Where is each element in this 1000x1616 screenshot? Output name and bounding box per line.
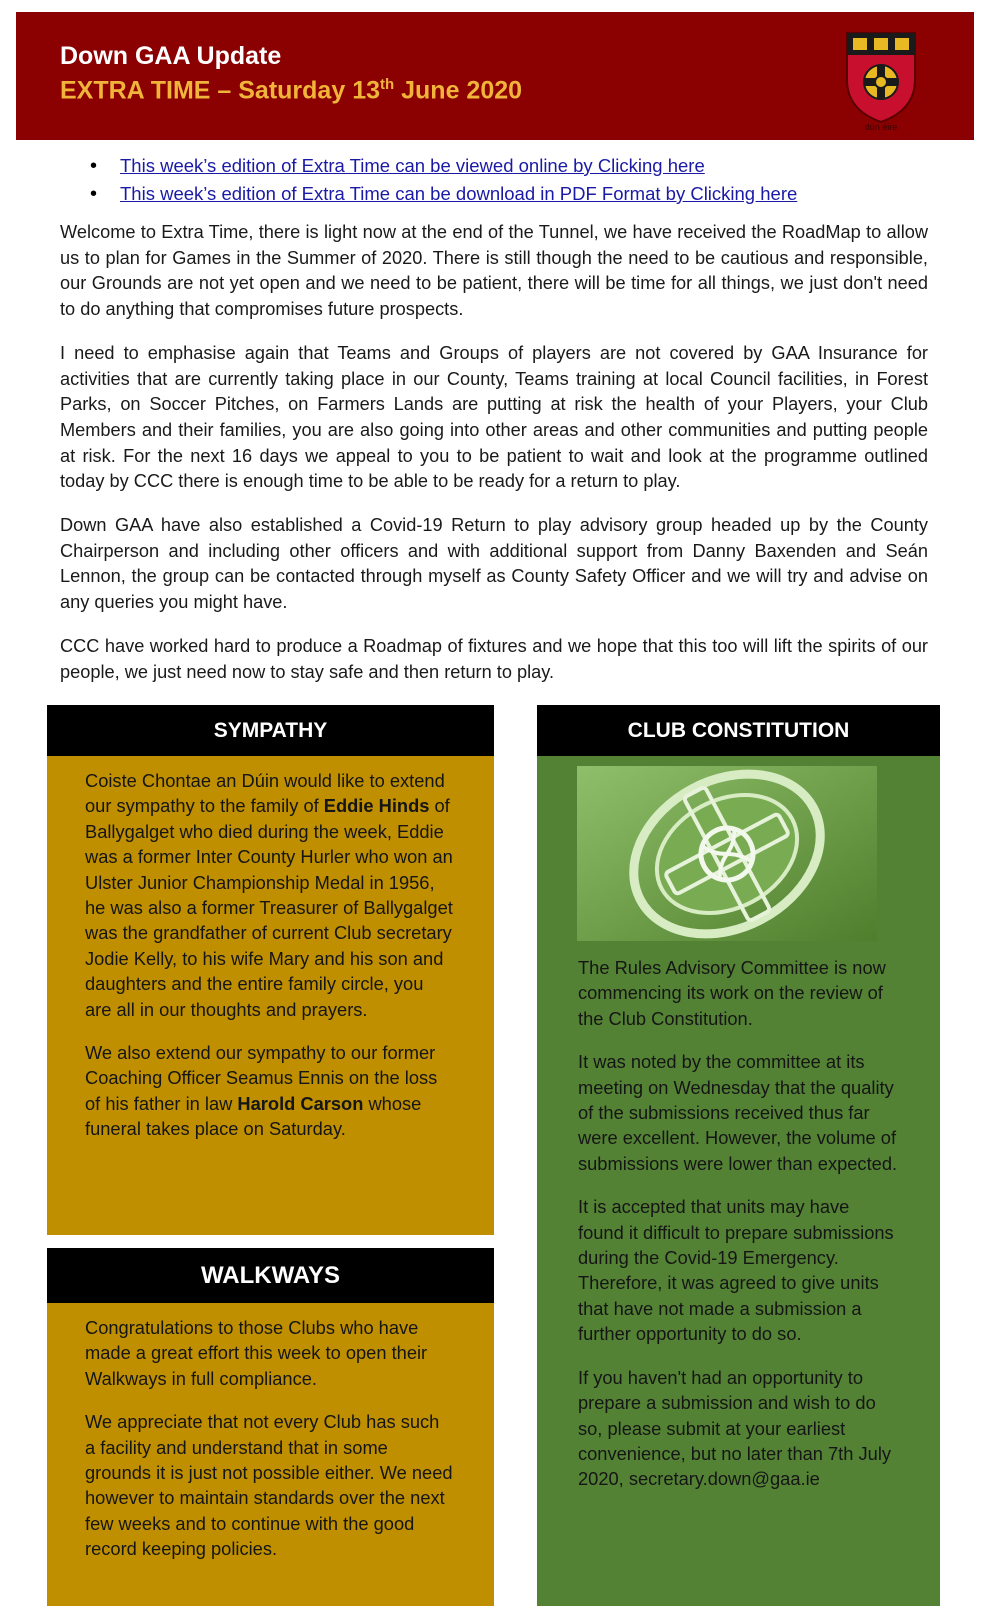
- intro-paragraph: I need to emphasise again that Teams and Groups of players are not covered by GAA Insurance for activities that are currently taking place in our County, Teams training at local Council facilities, in Forest Parks, on Soccer Pitches, on Farmers Lands are putting at risk the health of your Players, your Club Members and their families, you are also going into other areas and other communities and putting people at risk. For the next 16 days we appeal to you to be patient to wait and look at the programme outlined today by CCC there is enough time to be able to be ready for a return to play.: [60, 342, 928, 492]
- crest-caption: dún éire: [864, 122, 898, 132]
- walkways-paragraph: We appreciate that not every Club has such a facility and understand that in some grounds it is just not possible either. We need however to maintain standards over the next few weeks and to continue with the good record keeping policies.: [85, 1411, 453, 1560]
- walkways-paragraph: Congratulations to those Clubs who have made a great effort this week to open their Walkways in full compliance.: [85, 1317, 428, 1389]
- sympathy-heading: SYMPATHY: [47, 705, 494, 756]
- sympathy-paragraph: We also extend our sympathy to our former Coaching Officer Seamus Ennis on the loss of his father in law Harold Carson whose funeral takes place on Saturday.: [85, 1042, 438, 1140]
- view-online-link[interactable]: This week’s edition of Extra Time can be viewed online by Clicking here: [120, 155, 705, 176]
- walkways-box: [47, 1248, 494, 1606]
- club-constitution-paragraph: The Rules Advisory Committee is now commencing its work on the review of the Club Constitution.: [578, 957, 886, 1029]
- club-constitution-box: [537, 705, 940, 1606]
- sympathy-box: [47, 705, 494, 1235]
- intro-paragraph: Welcome to Extra Time, there is light now at the end of the Tunnel, we have received the RoadMap to allow us to plan for Games in the Summer of 2020. There is still though the need to be cautious and responsible, our Grounds are not yet open and we need to be patient, there will be time for all things, we just don't need to do anything that compromises future prospects.: [60, 222, 928, 320]
- gaa-emblem-icon: [577, 766, 877, 941]
- intro-section: [60, 220, 928, 703]
- edition-subtitle: EXTRA TIME – Saturday 13th June 2020: [60, 76, 523, 105]
- download-pdf-link[interactable]: This week’s edition of Extra Time can be download in PDF Format by Clicking here: [120, 183, 798, 204]
- list-item: [90, 152, 797, 180]
- club-constitution-heading: CLUB CONSTITUTION: [537, 705, 940, 756]
- club-constitution-paragraph: If you haven't had an opportunity to prepare a submission and wish to do so, please submit at your earliest convenience, but no later than 7th July 2020, secretary.down@gaa.ie: [578, 1366, 892, 1490]
- club-constitution-paragraph: It was noted by the committee at its meeting on Wednesday that the quality of the submissions received thus far were excellent. However, the volume of submissions were lower than expected.: [578, 1051, 898, 1174]
- sympathy-paragraph: Coiste Chontae an Dúin would like to extend our sympathy to the family of Eddie Hinds of Ballygalget who died during the week, Eddie was a former Inter County Hurler who won an Ulster Junior Championship Medal in 1956, he was also a former Treasurer of Ballygalget was the grandfather of current Club secretary Jodie Kelly, to his wife Mary and his son and daughters and the entire family circle, you are all in our thoughts and prayers.: [85, 770, 453, 1020]
- intro-paragraph: Down GAA have also established a Covid-19 Return to play advisory group headed up by the County Chairperson and including other officers and with additional support from Danny Baxenden and Seán Lennon, the group can be contacted through myself as County Safety Officer and we will try and advise on any queries you might have.: [60, 515, 928, 613]
- header-banner: [16, 12, 974, 140]
- list-item: [90, 180, 797, 208]
- edition-links: [90, 152, 797, 208]
- club-constitution-paragraph: It is accepted that units may have found it difficult to prepare submissions during the Covid-19 Emergency. Therefore, it was agreed to give units that have not made a submission a further opportunity to do so.: [578, 1196, 894, 1345]
- newsletter-title: Down GAA Update: [60, 42, 282, 70]
- walkways-heading: WALKWAYS: [47, 1248, 494, 1303]
- down-gaa-crest-icon: [844, 30, 918, 124]
- intro-paragraph: CCC have worked hard to produce a Roadmap of fixtures and we hope that this too will lift the spirits of our people, we just need now to stay safe and then return to play.: [60, 635, 928, 682]
